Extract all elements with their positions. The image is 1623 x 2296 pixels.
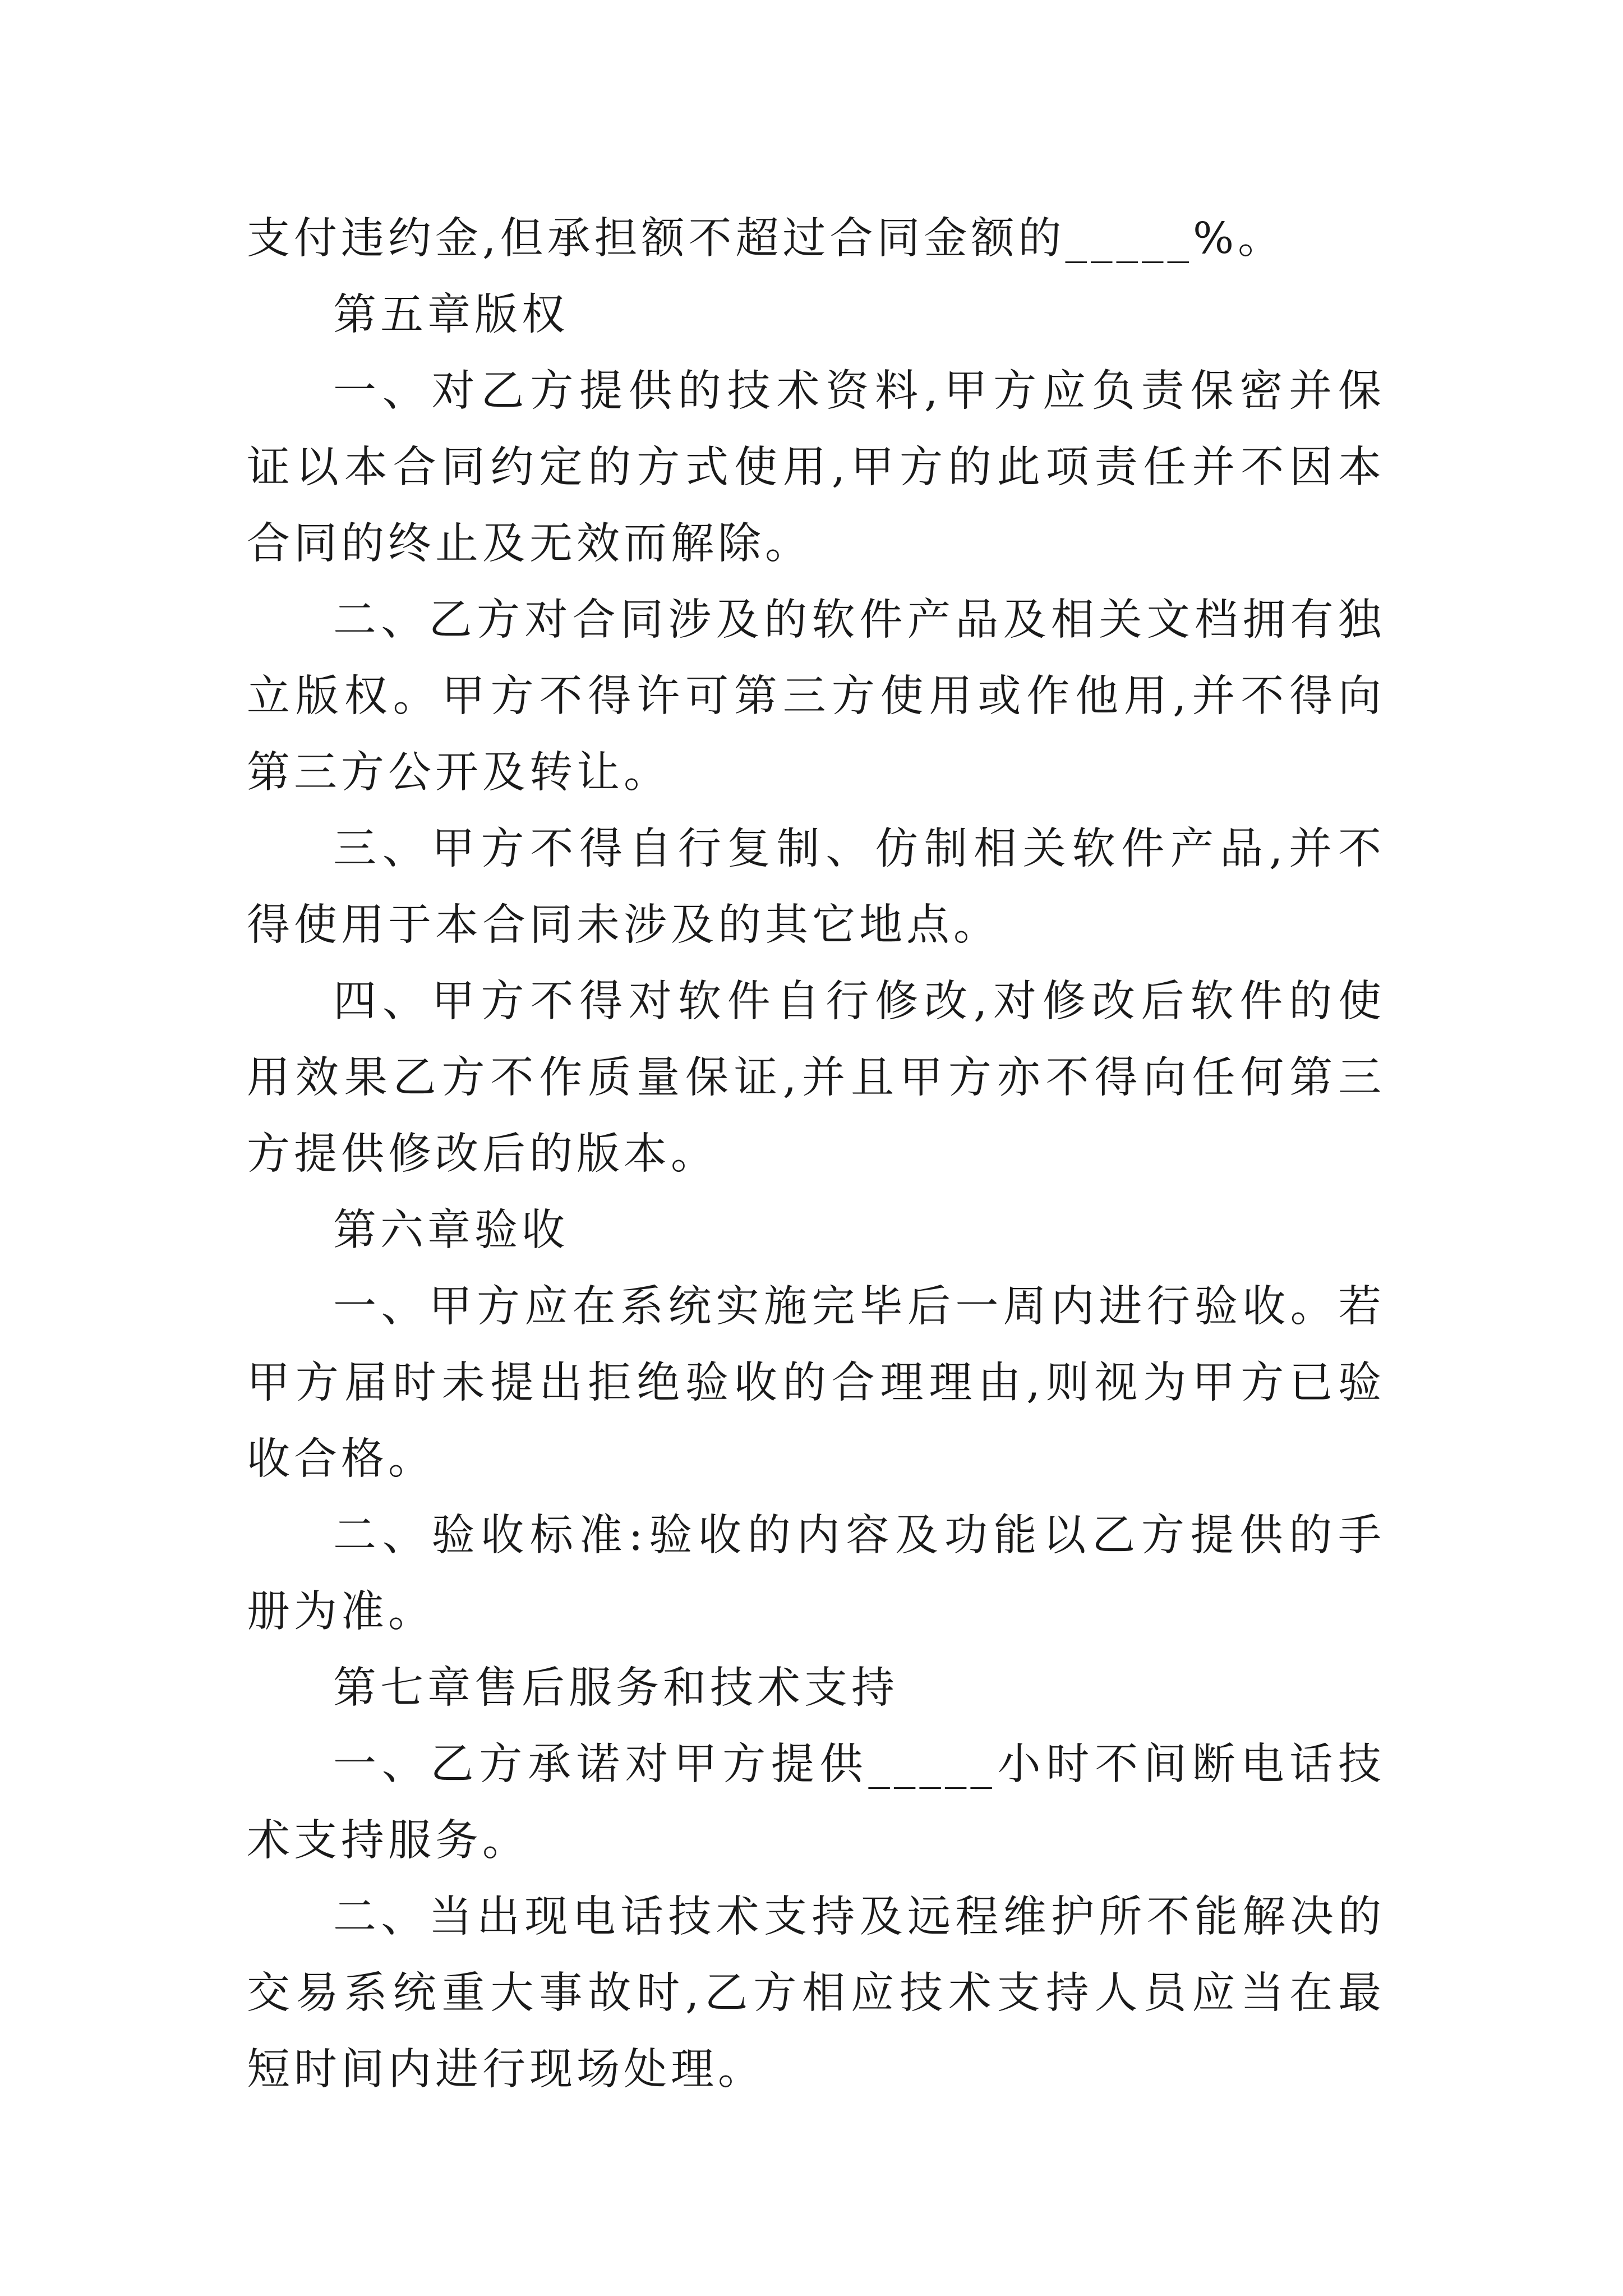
chapter-5-clause-2: 二、乙方对合同涉及的软件产品及相关文档拥有独立版权。甲方不得许可第三方使用或作他用,并不得向第三方公开及转让。 <box>247 595 1385 798</box>
chapter-6-clause-2: 二、验收标准:验收的内容及功能以乙方提供的手册为准。 <box>247 1511 1385 1637</box>
chapter-5-heading: 第五章版权 <box>333 290 569 340</box>
chapter-5-clause-4: 四、甲方不得对软件自行修改,对修改后软件的使用效果乙方不作质量保证,并且甲方亦不得向任何第三方提供修改后的版本。 <box>247 977 1385 1179</box>
chapter-5-clause-1: 一、对乙方提供的技术资料,甲方应负责保密并保证以本合同约定的方式使用,甲方的此项责任并不因本合同的终止及无效而解除。 <box>247 366 1385 569</box>
chapter-7-clause-1: 一、乙方承诺对甲方提供_____小时不间断电话技术支持服务。 <box>247 1740 1385 1866</box>
chapter-5-clause-3: 三、甲方不得自行复制、仿制相关软件产品,并不得使用于本合同未涉及的其它地点。 <box>247 824 1385 950</box>
chapter-7-heading: 第七章售后服务和技术支持 <box>333 1663 898 1713</box>
chapter-6-clause-1: 一、甲方应在系统实施完毕后一周内进行验收。若甲方届时未提出拒绝验收的合理理由,则视为甲方已验收合格。 <box>247 1282 1385 1484</box>
chapter-7-clause-2: 二、当出现电话技术支持及远程维护所不能解决的交易系统重大事故时,乙方相应技术支持人员应当在最短时间内进行现场处理。 <box>247 1892 1385 2095</box>
chapter-6-heading: 第六章验收 <box>333 1205 569 1255</box>
document-body <box>247 201 1385 2108</box>
paragraph-penalty-continuation: 支付违约金,但承担额不超过合同金额的_____%。 <box>247 214 1285 264</box>
